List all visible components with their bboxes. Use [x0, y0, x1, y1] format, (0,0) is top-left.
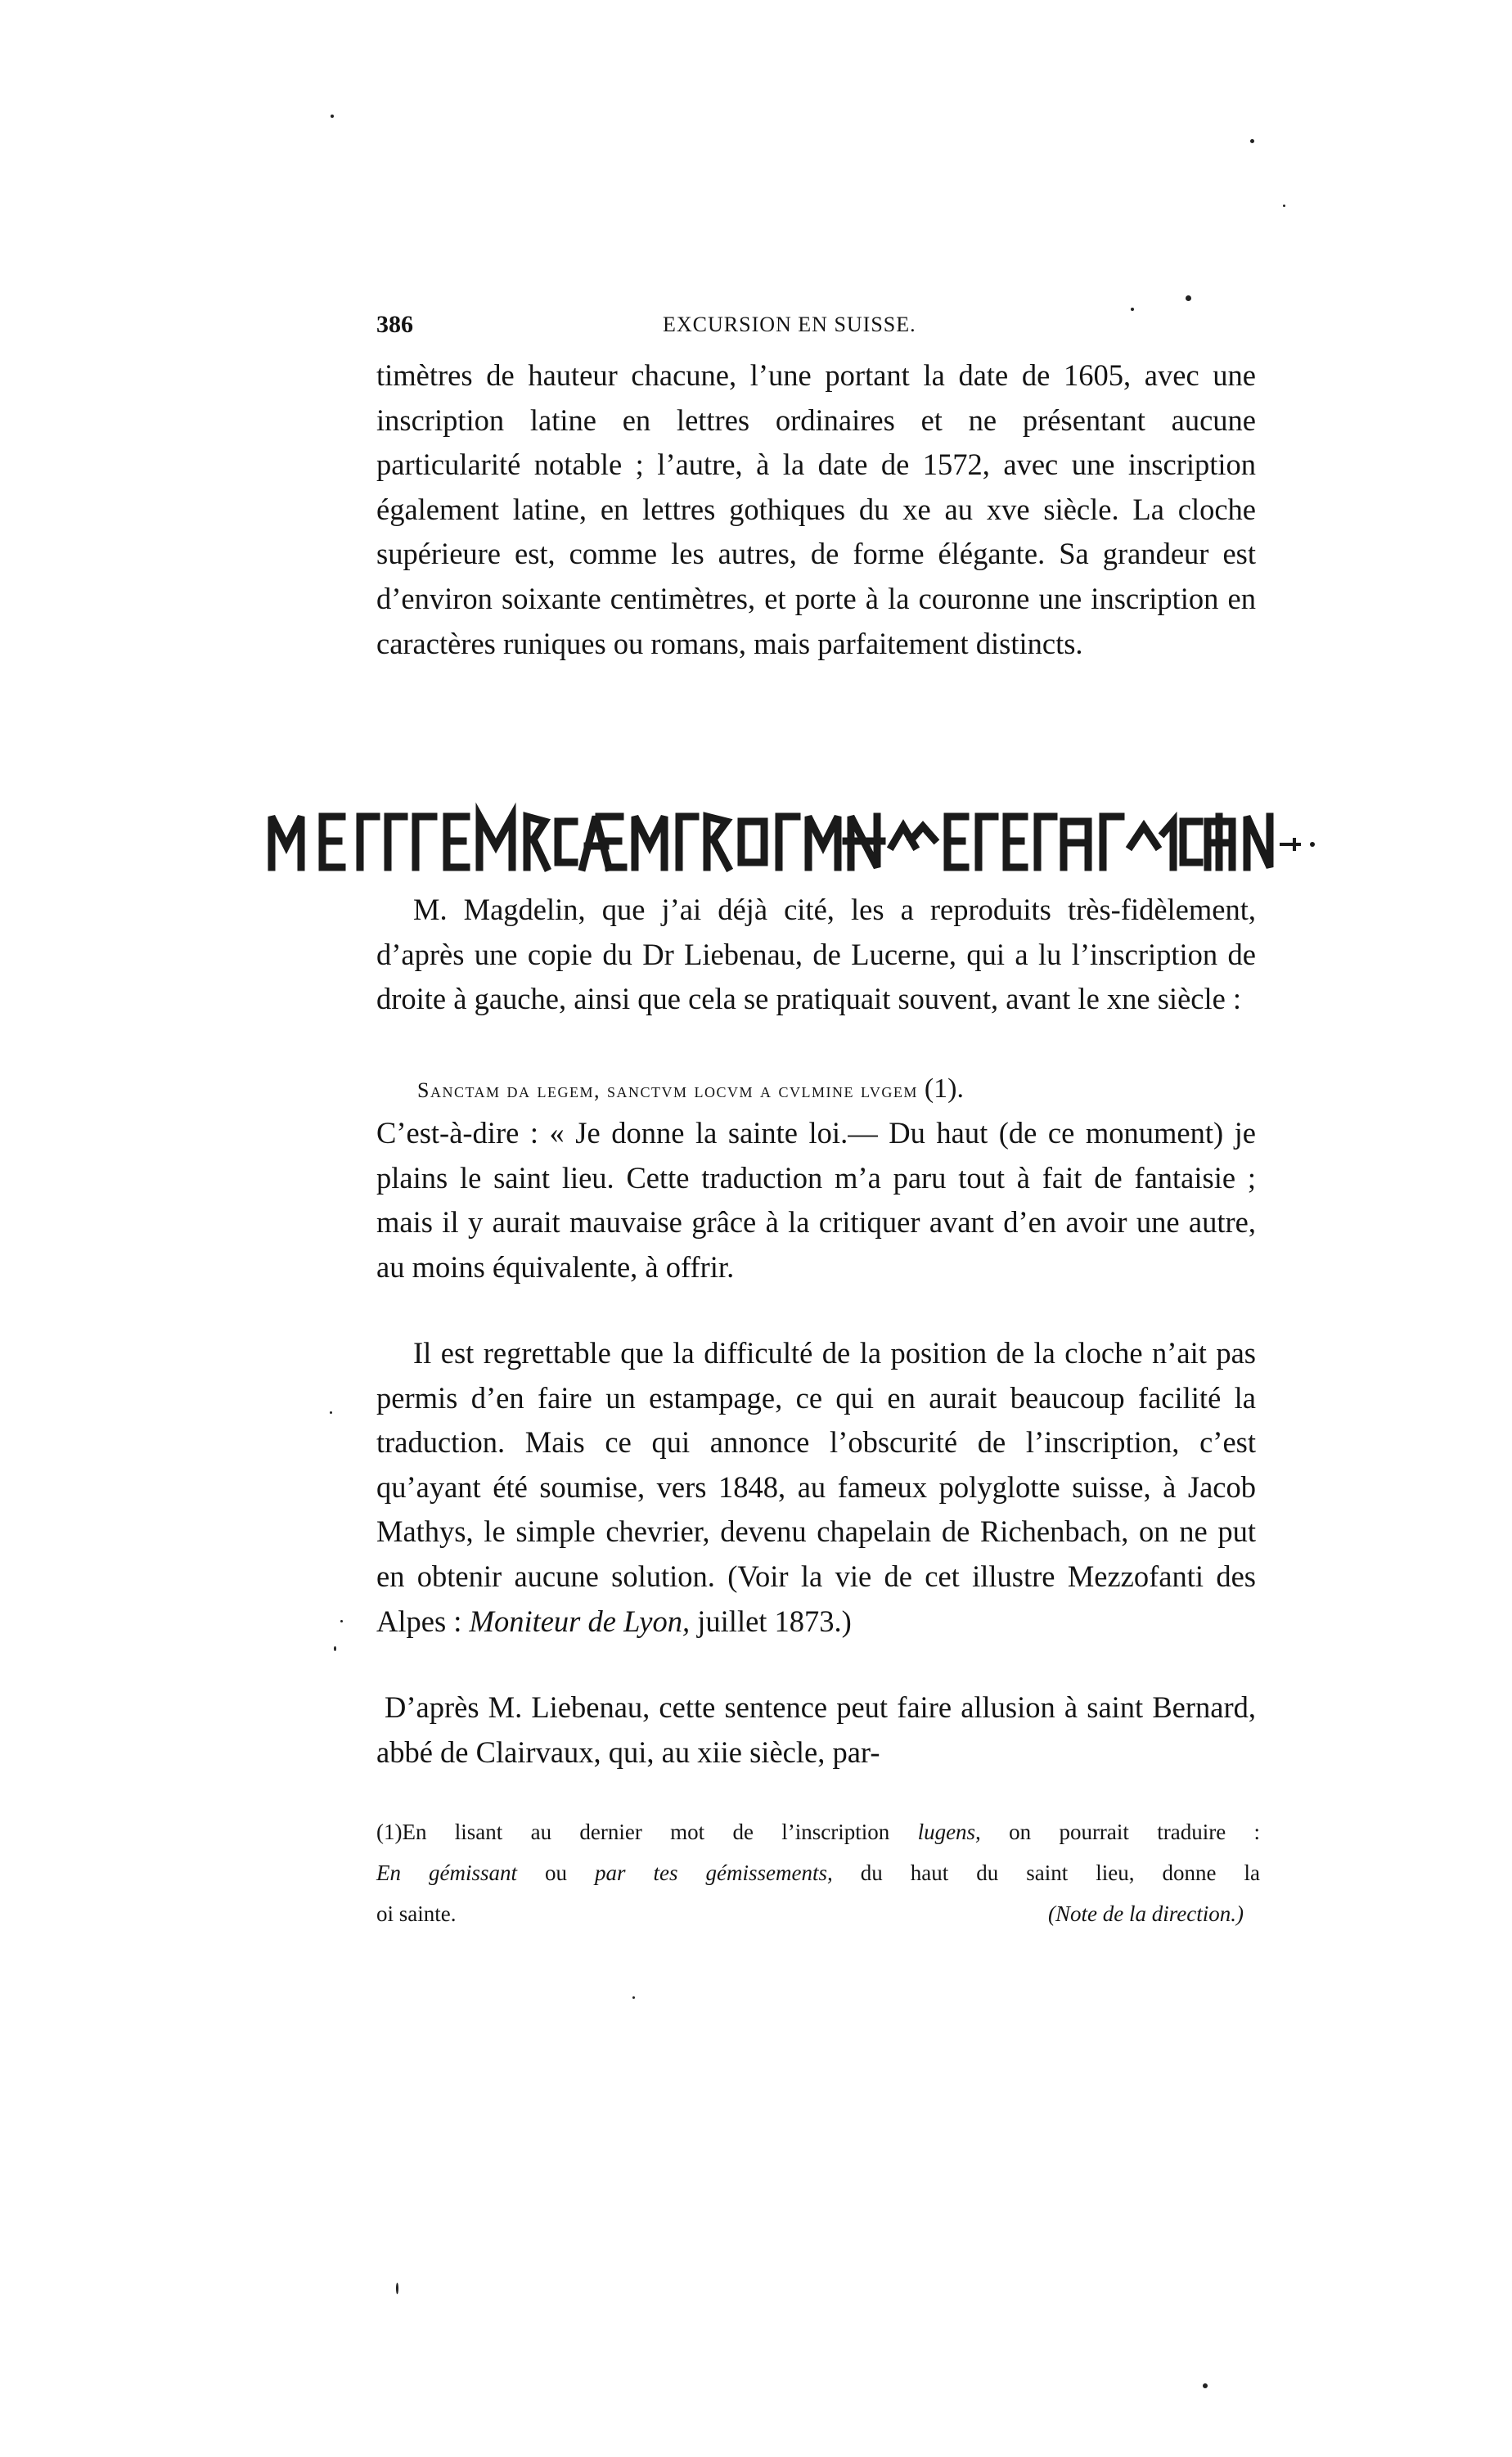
runic-inscription-glyphs	[260, 789, 1340, 879]
paragraph-magdelin: M. Magdelin, que j’ai déjà cité, les a reproduits très-fidèlement, d’après une copie du Dr Liebenau, de Lucerne, qui a lu l’inscription de droite à gauche, ainsi que cela se pratiquait souvent, avant le xne siècle :	[376, 893, 1256, 1016]
footnote-reference: (1).	[924, 1073, 965, 1104]
periodical-date: juillet 1873.)	[697, 1604, 852, 1638]
scan-speck	[330, 1411, 332, 1414]
footnote-line-3	[376, 1893, 1260, 1934]
periodical-title: Moniteur de Lyon,	[469, 1604, 691, 1638]
footnote	[376, 1811, 1260, 1934]
scan-speck	[1283, 205, 1285, 207]
paragraph-liebenau: D’après M. Liebenau, cette sentence peut faire allusion à saint Bernard, abbé de Clairvaux, qui, au xiie siècle, par-	[376, 1690, 1256, 1769]
latin-transcription-text: Sanctam da legem, sanctvm locvm a cvlmine lvgem	[417, 1078, 918, 1102]
runic-inscription-image	[260, 789, 1340, 879]
scan-speck	[1203, 2383, 1208, 2388]
scan-speck	[396, 2283, 398, 2294]
scan-speck	[1131, 308, 1134, 311]
page-number: 386	[376, 311, 413, 338]
page-header	[376, 311, 1334, 352]
paragraph-estampage-text: Il est regrettable que la difficulté de la position de la cloche n’ait pas permis d’en faire un estampage, ce qui en aurait beaucoup facilité la traduction. Mais ce qui annonce l’obscurité de l’inscription, c’est qu’ayant été soumise, vers 1848, au fameux polyglotte suisse, à Jacob Mathys, le simple chevrier, devenu chapelain de Richenbach, on ne put en obtenir aucune solution. (Voir la vie de cet illustre Mezzofanti des Alpes :	[376, 1336, 1256, 1638]
footnote-line-2	[376, 1852, 1260, 1893]
footnote-par-tes: par tes gémissements,	[595, 1861, 833, 1885]
footnote-line-1	[376, 1811, 1260, 1852]
latin-transcription	[417, 1067, 964, 1113]
scan-speck	[331, 115, 334, 118]
footnote-line-1-end: on pourrait traduire :	[1009, 1820, 1260, 1844]
footnote-line-3-start: oi sainte.	[376, 1901, 457, 1926]
footnote-lugens: lugens,	[917, 1820, 981, 1844]
scan-speck	[632, 1996, 635, 1999]
paragraph-bells: timètres de hauteur chacune, l’une portant la date de 1605, avec une inscription latine en lettres ordinaires et ne présentant aucune particularité notable ; l’autre, à la date de 1572, avec une inscription également latine, en lettres gothiques du xe au xve siècle. La cloche supérieure est, comme les autres, de forme élégante. Sa grandeur est d’environ soixante centimètres, et porte à la couronne une inscription en caractères runiques ou romans, mais parfaitement distincts.	[376, 358, 1256, 660]
paragraph-estampage	[376, 1331, 1256, 1644]
scan-speck	[1250, 139, 1254, 143]
footnote-ou: ou	[545, 1861, 568, 1885]
paragraph-translation: C’est-à-dire : « Je donne la sainte loi.— Du haut (de ce monument) je plains le saint lieu. Cette traduction m’a paru tout à fait de fantaisie ; mais il y aurait mauvaise grâce à la critiquer avant d’en avoir une autre, au moins équivalente, à offrir.	[376, 1116, 1256, 1284]
footnote-line-1-start: (1)En lisant au dernier mot de l’inscription	[376, 1820, 890, 1844]
running-title: EXCURSION EN SUISSE.	[663, 313, 916, 336]
footnote-line-2-end: du haut du saint lieu, donne la	[860, 1861, 1261, 1885]
scan-speck	[334, 1646, 336, 1651]
footnote-en-gemissant: En gémissant	[376, 1861, 517, 1885]
editor-note: (Note de la direction.)	[1048, 1901, 1244, 1926]
scan-speck	[1186, 295, 1191, 301]
scan-speck	[340, 1620, 343, 1622]
